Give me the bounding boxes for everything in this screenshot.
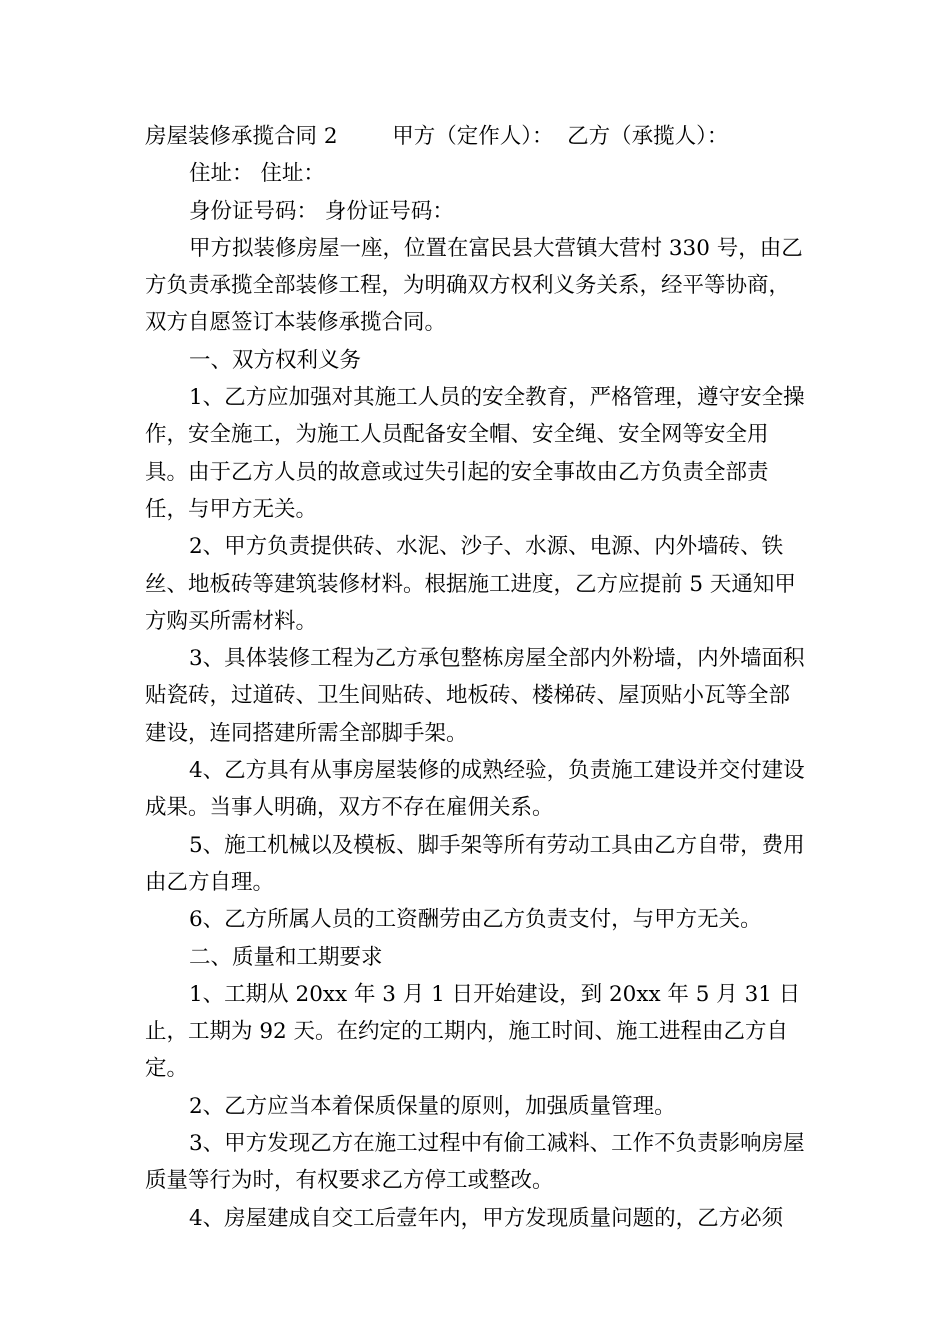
quality-clause-4: 4、房屋建成自交工后壹年内，甲方发现质量问题的，乙方必须 [189, 1205, 784, 1231]
rights-clause-6: 6、乙方所属人员的工资酬劳由乙方负责支付，与甲方无关。 [189, 907, 762, 933]
quality-clause-2: 2、乙方应当本着保质保量的原则，加强质量管理。 [189, 1093, 676, 1119]
rights-clause-5: 5、施工机械以及模板、脚手架等所有劳动工具由乙方自带，费用由乙方自理。 [145, 832, 805, 895]
id-number-line: 身份证号码： 身份证号码： [189, 198, 454, 224]
intro-paragraph: 甲方拟装修房屋一座，位置在富民县大营镇大营村 330 号，由乙方负责承揽全部装修工程，为明确双方权利义务关系，经平等协商，双方自愿签订本装修承揽合同。 [145, 235, 803, 336]
address-line: 住址： 住址： [189, 161, 325, 187]
rights-clause-2: 2、甲方负责提供砖、水泥、沙子、水源、电源、内外墙砖、铁丝、地板砖等建筑装修材料。根据施工进度，乙方应提前 5 天通知甲方购买所需材料。 [145, 534, 796, 634]
rights-clause-1: 1、乙方应加强对其施工人员的安全教育，严格管理，遵守安全操作，安全施工，为施工人员配备安全帽、安全绳、安全网等安全用具。由于乙方人员的故意或过失引起的安全事故由乙方负责全部责任，与甲方无关。 [145, 385, 805, 522]
contract-title-line: 房屋装修承揽合同 2 甲方（定作人）： 乙方（承揽人）： [145, 124, 729, 149]
rights-clause-3: 3、具体装修工程为乙方承包整栋房屋全部内外粉墙，内外墙面积贴瓷砖，过道砖、卫生间贴砖、地板砖、楼梯砖、屋顶贴小瓦等全部建设，连同搭建所需全部脚手架。 [145, 646, 805, 746]
section-heading-rights: 一、双方权利义务 [189, 347, 362, 373]
rights-clause-4: 4、乙方具有从事房屋装修的成熟经验，负责施工建设并交付建设成果。当事人明确，双方不存在雇佣关系。 [145, 758, 805, 821]
quality-clause-3: 3、甲方发现乙方在施工过程中有偷工减料、工作不负责影响房屋质量等行为时，有权要求乙方停工或整改。 [145, 1131, 805, 1194]
quality-clause-1: 1、工期从 20xx 年 3 月 1 日开始建设，到 20xx 年 5 月 31 日止，工期为 92 天。在约定的工期内，施工时间、施工进程由乙方自定。 [145, 981, 801, 1082]
section-heading-quality: 二、质量和工期要求 [189, 944, 383, 970]
document-body [145, 118, 807, 1237]
